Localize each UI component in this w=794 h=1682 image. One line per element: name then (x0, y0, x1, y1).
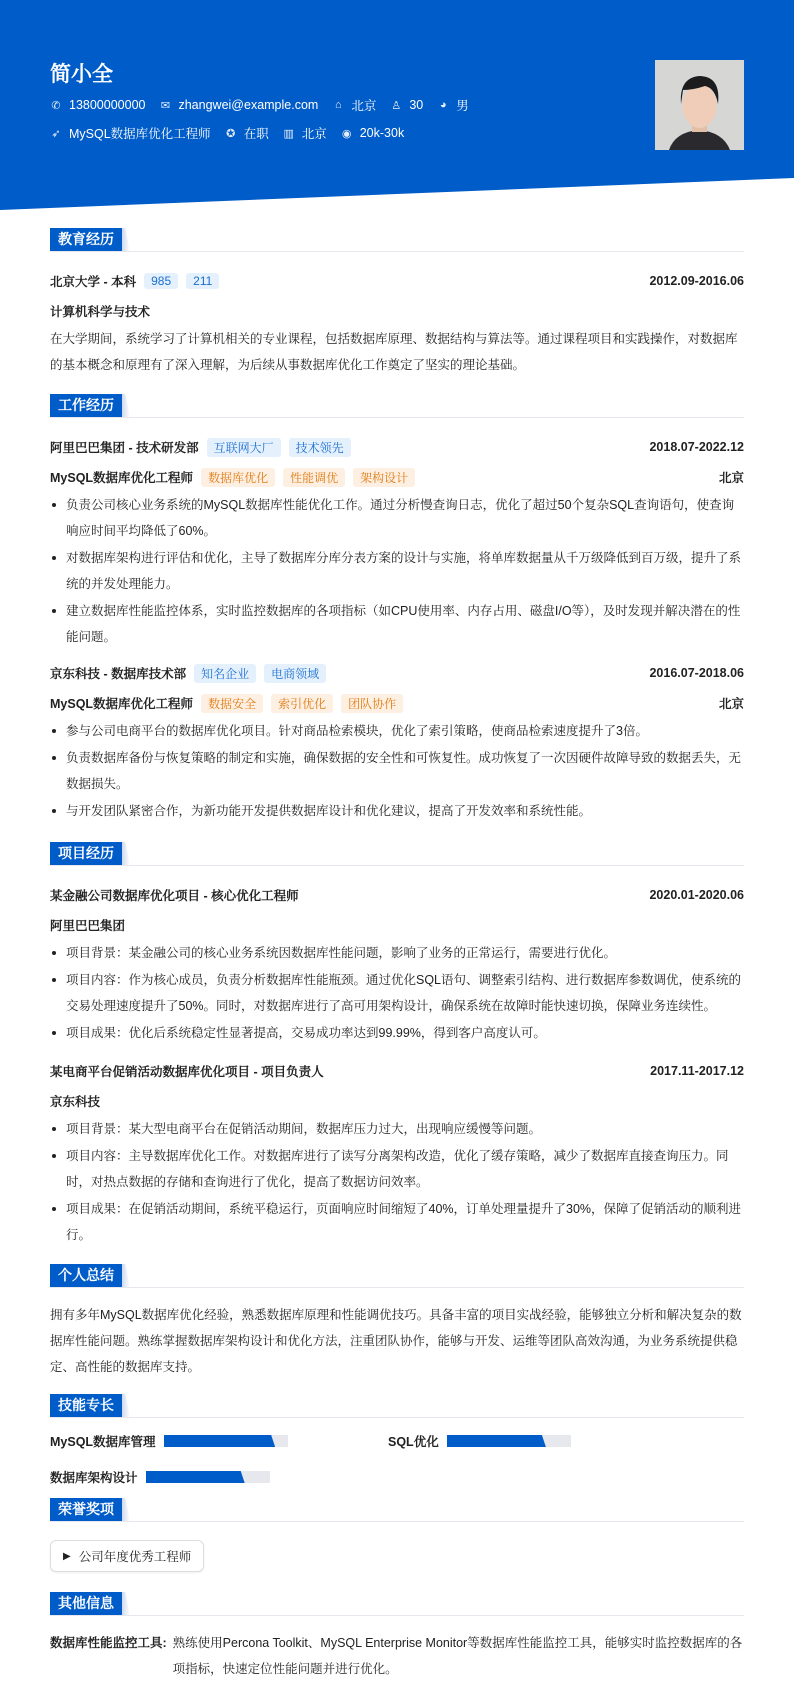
phone: 13800000000 (69, 98, 146, 112)
education-row (50, 266, 744, 296)
bullet-item: 与开发团队紧密合作，为新功能开发提供数据库设计和优化建议，提高了开发效率和系统性能。 (50, 798, 744, 824)
skill-bar-fill (447, 1435, 546, 1447)
gender-icon: ◕ (439, 99, 447, 111)
avatar-photo (655, 60, 744, 150)
other-text: 熟练使用Percona Toolkit、MySQL Enterprise Monitor等数据库性能监控工具，能够实时监控数据库的各项指标，快速定位性能问题并进行优化。 (172, 1636, 743, 1676)
skill-tag: 团队协作 (341, 694, 403, 713)
bullet-item: 负责数据库备份与恢复策略的制定和实施，确保数据的安全性和可恢复性。成功恢复了一次因硬件故障导致的数据丢失，无数据损失。 (50, 745, 744, 797)
home-icon: ⌂ (335, 99, 342, 111)
other-label: 数据库性能监控工具: (50, 1636, 167, 1650)
mail-icon: ✉ (160, 99, 171, 112)
tag: 知名企业 (194, 664, 256, 683)
major (50, 296, 744, 326)
other-info (50, 1630, 744, 1682)
city: 北京 (301, 127, 327, 141)
section-skills (50, 1394, 744, 1418)
section-title: 工作经历 (50, 394, 122, 417)
date: 2018.07-2022.12 (649, 440, 744, 454)
location: 北京 (351, 99, 377, 113)
role: MySQL数据库优化工程师 (50, 471, 194, 485)
company: 阿里巴巴集团 - 技术研发部 (50, 441, 199, 455)
job-intent-row (50, 124, 404, 142)
skill-tag: 数据库优化 (201, 468, 275, 487)
section-title: 个人总结 (50, 1264, 122, 1287)
bullet-item: 建立数据库性能监控体系，实时监控数据库的各项指标（如CPU使用率、内存占用、磁盘I/O等），及时发现并解决潜在的性能问题。 (50, 598, 744, 650)
section-summary (50, 1264, 744, 1288)
role: MySQL数据库优化工程师 (50, 697, 194, 711)
skill-item (388, 1432, 726, 1450)
award-label: 公司年度优秀工程师 (78, 1550, 192, 1564)
skill-bar (146, 1471, 270, 1483)
age: 30 (409, 98, 424, 112)
section-other (50, 1592, 744, 1616)
project-title: 某电商平台促销活动数据库优化项目 - 项目负责人 (50, 1065, 324, 1079)
date: 2012.09-2016.06 (649, 274, 744, 288)
skill-name: SQL优化 (388, 1435, 439, 1449)
city: 北京 (718, 697, 744, 711)
section-title: 教育经历 (50, 228, 122, 251)
section-education (50, 228, 744, 252)
building-icon: ▥ (283, 127, 294, 140)
section-title: 项目经历 (50, 842, 122, 865)
skill-bar-fill (146, 1471, 245, 1483)
bullet-item: 对数据库架构进行评估和优化，主导了数据库分库分表方案的设计与实施，将单库数据量从千万级降低到百万级，提升了系统的并发处理能力。 (50, 545, 744, 597)
salary-icon: ◉ (341, 127, 352, 140)
project-org: 京东科技 (50, 1095, 101, 1109)
summary-text: 拥有多年MySQL数据库优化经验，熟悉数据库原理和性能调优技巧。具备丰富的项目实战经验，能够独立分析和解决复杂的数据库性能问题。熟练掌握数据库架构设计和优化方法，注重团队协作，能够与开发、运维等团队高效沟通，为业务系统提供稳定、高性能的数据库支持。 (50, 1308, 742, 1374)
bullet-item: 项目内容：主导数据库优化工作。对数据库进行了读写分离架构改造，优化了缓存策略，减少了数据库直接查询压力。同时，对热点数据的存储和查询进行了优化，提高了数据访问效率。 (50, 1143, 744, 1195)
skill-item (50, 1432, 388, 1450)
project-entry (50, 880, 744, 1046)
section-title: 荣誉奖项 (50, 1498, 122, 1521)
skill-bar (447, 1435, 571, 1447)
tag: 互联网大厂 (207, 438, 281, 457)
bullet-item: 项目成果：优化后系统稳定性显著提高，交易成功率达到99.99%，得到客户高度认可。 (50, 1020, 744, 1046)
section-projects (50, 842, 744, 866)
city: 北京 (718, 471, 744, 485)
bullet-item: 负责公司核心业务系统的MySQL数据库性能优化工作。通过分析慢查询日志，优化了超过50个复杂SQL查询语句，使查询响应时间平均降低了60%。 (50, 492, 744, 544)
email[interactable]: zhangwei@example.com (178, 98, 319, 112)
work-entry (50, 432, 744, 650)
age-icon: ♙ (391, 99, 402, 112)
skill-tag: 索引优化 (271, 694, 333, 713)
contact-row (50, 96, 469, 114)
send-icon: ➶ (51, 127, 61, 140)
education-desc: 在大学期间，系统学习了计算机相关的专业课程，包括数据库原理、数据结构与算法等。通过课程项目和实践操作，对数据库的基本概念和原理有了深入理解，为后续从事数据库优化工作奠定了坚实的理论基础。 (50, 332, 738, 372)
bullet-item: 项目背景：某大型电商平台在促销活动期间，数据库压力过大，出现响应缓慢等问题。 (50, 1116, 744, 1142)
major-text: 计算机科学与技术 (50, 305, 151, 319)
skill-tag: 性能调优 (283, 468, 345, 487)
salary: 20k-30k (359, 126, 405, 140)
tag: 985 (144, 273, 178, 289)
section-work (50, 394, 744, 418)
skill-bar (164, 1435, 288, 1447)
bullet-item: 项目内容：作为核心成员，负责分析数据库性能瓶颈。通过优化SQL语句、调整索引结构、进行数据库参数调优，使系统的交易处理速度提升了50%。同时，对数据库进行了高可用架构设计，确保系统在故障时能快速切换，保障业务连续性。 (50, 967, 744, 1019)
work-entry (50, 658, 744, 824)
project-title: 某金融公司数据库优化项目 - 核心优化工程师 (50, 889, 299, 903)
bullet-item: 参与公司电商平台的数据库优化项目。针对商品检索模块，优化了索引策略，使商品检索速度提升了3倍。 (50, 718, 744, 744)
date: 2017.11-2017.12 (650, 1064, 744, 1078)
skill-tag: 架构设计 (353, 468, 415, 487)
position: MySQL数据库优化工程师 (69, 127, 211, 141)
company: 京东科技 - 数据库技术部 (50, 667, 187, 681)
bullet-item: 项目背景：某金融公司的核心业务系统因数据库性能问题，影响了业务的正常运行，需要进行优化。 (50, 940, 744, 966)
bullet-item: 项目成果：在促销活动期间，系统平稳运行，页面响应时间缩短了40%，订单处理量提升了30%，保障了促销活动的顺利进行。 (50, 1196, 744, 1248)
award-item[interactable] (50, 1540, 204, 1572)
tag: 技术领先 (289, 438, 351, 457)
status: 在职 (243, 127, 269, 141)
project-entry (50, 1056, 744, 1248)
date: 2020.01-2020.06 (649, 888, 744, 902)
skill-bar-fill (164, 1435, 276, 1447)
school: 北京大学 - 本科 (50, 275, 137, 289)
gender: 男 (456, 99, 469, 113)
tag: 211 (186, 273, 219, 289)
project-org: 阿里巴巴集团 (50, 919, 126, 933)
skill-name: MySQL数据库管理 (50, 1435, 156, 1449)
section-awards (50, 1498, 744, 1522)
skill-name: 数据库架构设计 (50, 1471, 138, 1485)
skill-tag: 数据安全 (201, 694, 263, 713)
play-triangle-icon: ▶ (63, 1550, 71, 1562)
candidate-name: 简小全 (50, 63, 113, 86)
date: 2016.07-2018.06 (649, 666, 744, 680)
section-title: 其他信息 (50, 1592, 122, 1615)
resume-body (50, 228, 744, 1682)
skill-item (50, 1468, 388, 1486)
section-title: 技能专长 (50, 1394, 122, 1417)
status-icon: ✪ (226, 127, 236, 140)
tag: 电商领域 (264, 664, 326, 683)
phone-icon: ✆ (51, 99, 61, 112)
